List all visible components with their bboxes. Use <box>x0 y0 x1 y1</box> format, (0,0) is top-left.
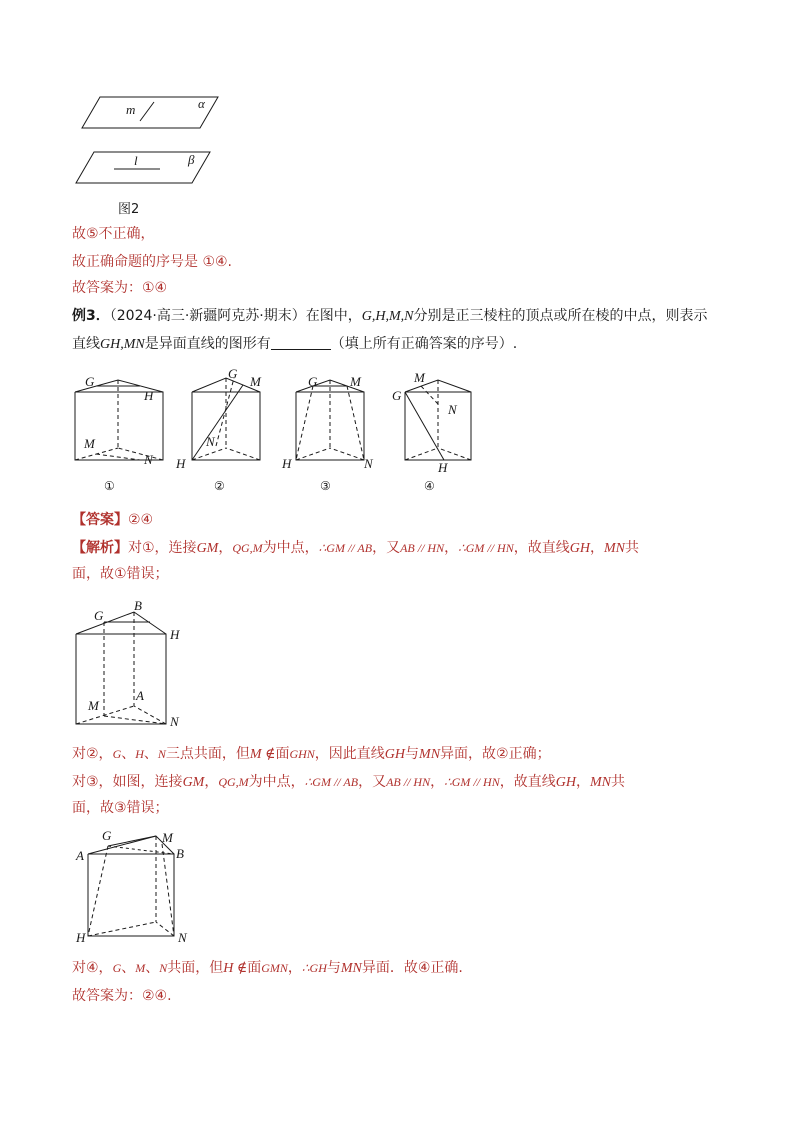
fig4-number: ④ <box>424 479 435 493</box>
example-text-2b: GH,MN <box>100 337 145 352</box>
label-alpha: α <box>198 96 205 111</box>
analysis-p2h: M ∉ <box>249 747 276 762</box>
analysis-p4i: 面 <box>247 960 262 976</box>
figB-label-M: M <box>162 830 173 845</box>
figB-label-G: G <box>102 828 112 843</box>
analysis-line-3b: 面，故③错误； <box>72 800 169 816</box>
analysis-p3m: ， <box>575 774 590 790</box>
fig4-label-G: G <box>392 388 402 403</box>
figB-label-B: B <box>176 846 184 861</box>
analysis-p4k: ， <box>287 960 302 976</box>
prism-figure-3 <box>278 370 378 500</box>
example-text-2a: 直线 <box>72 336 100 352</box>
fig3-label-M: M <box>350 374 361 389</box>
analysis-p4m: 与 <box>326 960 341 976</box>
analysis-p2l: GH <box>384 747 406 762</box>
fig1-label-H: H <box>144 388 154 403</box>
analysis-p3h: AB // HN <box>386 775 431 789</box>
answer-value: ②④ <box>128 512 154 528</box>
analysis-p3i: ， <box>430 774 445 790</box>
analysis-p1h: AB // HN <box>400 541 445 555</box>
answer-label: 【答案】 <box>72 512 128 528</box>
text-line-3: 故答案为：①④ <box>72 280 168 296</box>
final-answer-value: ②④. <box>142 988 172 1004</box>
analysis-p3k: ，故直线 <box>499 774 556 790</box>
analysis-line-4 <box>72 958 463 979</box>
analysis-p4f: N <box>159 961 168 975</box>
fig1-number: ① <box>104 479 115 493</box>
prism-figure-2 <box>170 366 270 500</box>
analysis-p1d: QG,M <box>232 541 263 555</box>
figA-label-B: B <box>134 598 142 613</box>
analysis-p3d: QG,M <box>218 775 249 789</box>
fig2-label-N: N <box>206 434 215 449</box>
figA-label-H: H <box>170 627 180 642</box>
analysis-p2n: MN <box>419 747 441 762</box>
figA-label-A: A <box>136 688 144 703</box>
fig4-label-N: N <box>448 402 457 417</box>
example-text-2d: （填上所有正确答案的序号）. <box>330 336 518 352</box>
analysis-p1f: ∴GM // AB <box>318 541 373 555</box>
analysis-p1k: ，故直线 <box>513 540 570 556</box>
analysis-p2m: 与 <box>405 746 420 762</box>
analysis-p1c: ， <box>218 540 233 556</box>
example-3-line-2 <box>72 334 517 355</box>
fig4-label-M: M <box>414 370 425 385</box>
fig1-label-N: N <box>144 452 153 467</box>
analysis-p4c: 、 <box>121 960 136 976</box>
prism-figure-1 <box>70 370 170 500</box>
prism-figure-4 <box>388 370 488 500</box>
analysis-p1e: 为中点， <box>262 540 319 556</box>
analysis-p1l: GH <box>569 541 590 556</box>
analysis-p2e: 、 <box>143 746 158 762</box>
prism-figure-b <box>72 826 202 946</box>
analysis-p4j: GMN <box>261 961 288 975</box>
analysis-p3j: ∴GM // HN <box>444 775 500 789</box>
analysis-p2d: H <box>135 747 144 761</box>
analysis-p3e: 为中点， <box>248 774 305 790</box>
text-line-2-answer: ①④. <box>202 254 233 270</box>
analysis-p3n: MN <box>589 775 611 790</box>
analysis-p4h: H ∉ <box>223 961 248 976</box>
analysis-p3c: ， <box>204 774 219 790</box>
figA-label-M: M <box>88 698 99 713</box>
fig3-label-N: N <box>364 456 373 471</box>
analysis-p3b: GM <box>182 775 205 790</box>
analysis-p2b: G <box>112 747 122 761</box>
analysis-p4a: 对④， <box>72 960 113 976</box>
analysis-p4b: G <box>112 961 122 975</box>
example-label: 例3． <box>72 308 110 324</box>
analysis-p1m: ， <box>589 540 604 556</box>
answer-line <box>72 510 153 530</box>
figB-label-N: N <box>178 930 187 945</box>
fig2-label-M: M <box>250 374 261 389</box>
analysis-p1n: MN <box>603 541 625 556</box>
figB-label-H: H <box>76 930 86 945</box>
fig1-label-G: G <box>85 374 95 389</box>
figB-label-A: A <box>76 848 84 863</box>
example-text-1: 分别是正三棱柱的顶点或所在棱的中点，则表示 <box>413 308 708 324</box>
example-text-2c: 是异面直线的图形有 <box>144 336 271 352</box>
analysis-p2f: N <box>157 747 166 761</box>
analysis-line-2 <box>72 744 551 765</box>
figure-2-planes <box>70 92 220 192</box>
analysis-p2g: 三点共面，但 <box>165 746 250 762</box>
label-l: l <box>134 153 138 168</box>
analysis-p4l: ∴GH <box>301 961 327 975</box>
figA-label-G: G <box>94 608 104 623</box>
analysis-line-1 <box>72 538 639 559</box>
analysis-p4g: 共面，但 <box>167 960 224 976</box>
label-m: m <box>126 102 136 117</box>
analysis-p4d: M <box>135 961 146 975</box>
analysis-p2i: 面 <box>275 746 290 762</box>
fig3-number: ③ <box>320 479 331 493</box>
analysis-p1b: GM <box>196 541 219 556</box>
analysis-p1a: 对①，连接 <box>128 540 197 556</box>
fig3-label-H: H <box>282 456 292 471</box>
analysis-p4n: MN <box>340 961 362 976</box>
analysis-p2o: 异面，故②正确； <box>440 746 551 762</box>
fig2-number: ② <box>214 479 225 493</box>
analysis-p1g: ，又 <box>372 540 401 556</box>
label-beta: β <box>188 152 195 167</box>
analysis-line-1b: 面，故①错误； <box>72 566 169 582</box>
analysis-p1j: ∴GM // HN <box>458 541 514 555</box>
figure-2-caption: 图2 <box>118 202 140 217</box>
analysis-p4o: 异面．故④正确. <box>361 960 463 976</box>
final-answer-line <box>72 986 172 1006</box>
analysis-p4e: 、 <box>145 960 160 976</box>
analysis-line-3 <box>72 772 625 793</box>
fig2-label-H: H <box>176 456 186 471</box>
fig1-label-M: M <box>84 436 95 451</box>
figA-label-N: N <box>170 714 179 729</box>
analysis-p2k: ，因此直线 <box>314 746 385 762</box>
fig3-label-G: G <box>308 374 318 389</box>
analysis-p2c: 、 <box>121 746 136 762</box>
text-line-1: 故⑤不正确， <box>72 226 155 242</box>
analysis-p1o: 共 <box>624 540 639 556</box>
analysis-p2j: GHN <box>289 747 315 761</box>
example-source: （2024·高三·新疆阿克苏·期末）在图中， <box>109 308 362 324</box>
analysis-p2a: 对②， <box>72 746 113 762</box>
analysis-label: 【解析】 <box>72 540 128 556</box>
analysis-p3a: 对③，如图，连接 <box>72 774 183 790</box>
example-vars: G,H,M,N <box>361 309 414 324</box>
answer-blank <box>271 335 331 350</box>
fig4-label-H: H <box>438 460 448 475</box>
prism-figure-a <box>70 596 200 736</box>
analysis-p1i: ， <box>444 540 459 556</box>
text-line-2-pre: 故正确命题的序号是 <box>72 254 198 270</box>
example-3-line-1 <box>72 306 707 327</box>
analysis-p3f: ∴GM // AB <box>304 775 359 789</box>
final-answer-pre: 故答案为： <box>72 988 142 1004</box>
analysis-p3o: 共 <box>610 774 625 790</box>
analysis-p3g: ，又 <box>358 774 387 790</box>
fig2-label-G: G <box>228 366 238 381</box>
analysis-p3l: GH <box>555 775 576 790</box>
text-line-2 <box>72 252 232 272</box>
line-m <box>140 102 154 121</box>
